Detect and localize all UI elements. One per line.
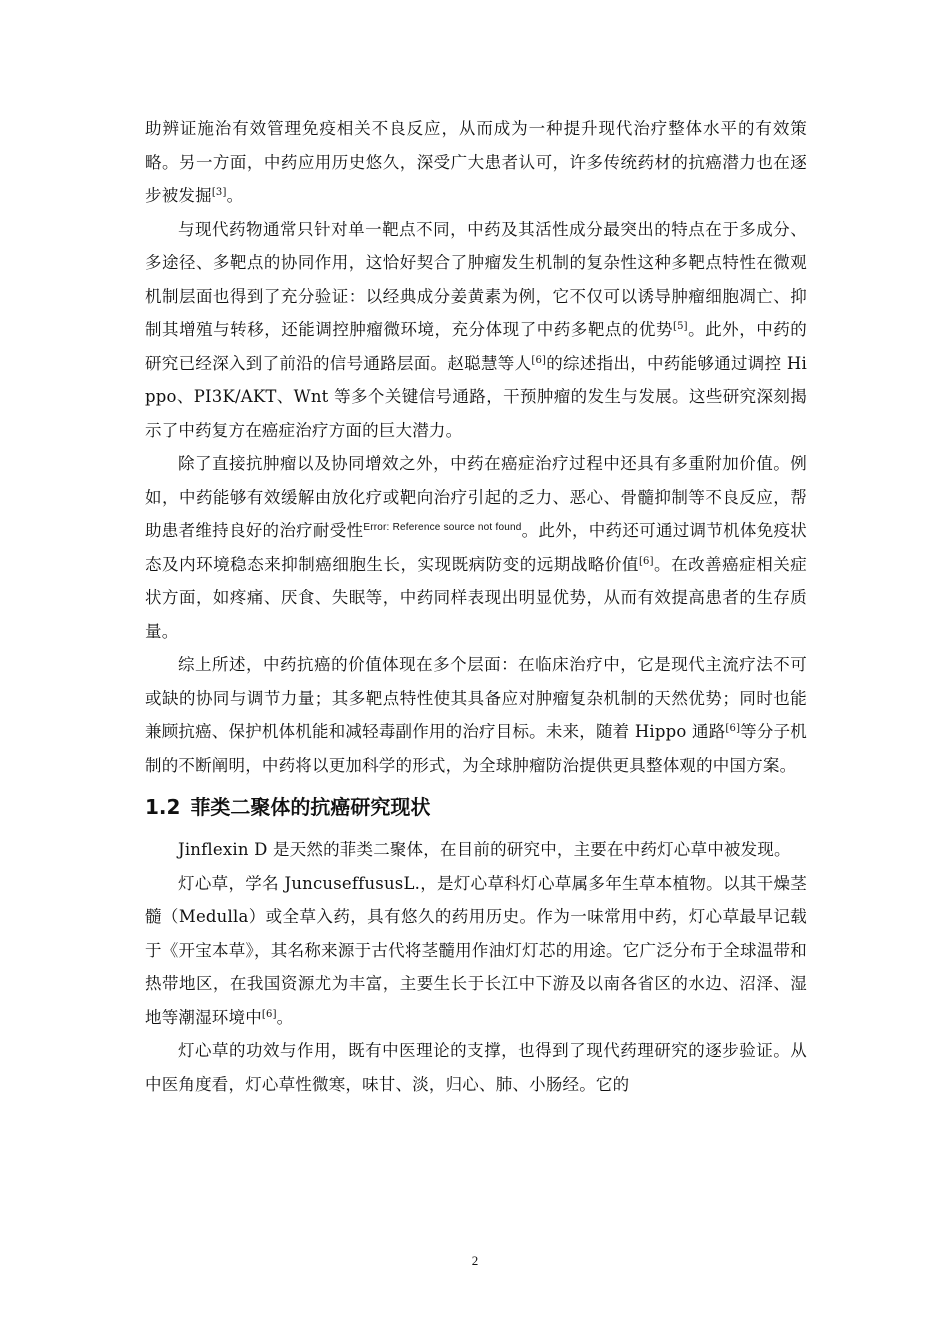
paragraph-group-intro — [145, 112, 807, 782]
paragraph-text: 助辨证施治有效管理免疫相关不良反应，从而成为一种提升现代治疗整体水平的有效策略。另一方面，中药应用历史悠久，深受广大患者认可，许多传统药材的抗癌潜力也在逐步被发掘 — [145, 119, 807, 205]
paragraph-text: 。此外，中药的研究已经深入到了前沿的信号通路层面。赵聪慧等人 — [145, 320, 807, 373]
section-number: 1.2 — [145, 795, 181, 819]
body-paragraph — [145, 1034, 807, 1101]
paragraph-text: 等分子机制的不断阐明，中药将以更加科学的形式，为全球肿瘤防治提供更具整体观的中国方案。 — [145, 722, 807, 775]
paragraph-text: 的综述指出，中药能够通过调控 Hippo、PI3K/AKT、Wnt 等多个关键信号通路，干预肿瘤的发生与发展。这些研究深刻揭示了中药复方在癌症治疗方面的巨大潜力。 — [145, 353, 808, 440]
section-title: 菲类二聚体的抗癌研究现状 — [190, 795, 431, 819]
citation-reference: [3] — [211, 187, 227, 198]
citation-reference: [6] — [725, 723, 741, 734]
citation-reference: [6] — [261, 1008, 277, 1020]
body-paragraph — [145, 447, 807, 648]
paragraph-text: 。 — [226, 186, 244, 205]
body-paragraph — [145, 213, 807, 448]
section-heading — [145, 785, 807, 829]
paragraph-text: 。在改善癌症相关症状方面，如疼痛、厌食、失眠等，中药同样表现出明显优势，从而有效提高患者的生存质量。 — [145, 554, 807, 641]
paragraph-group-section — [145, 833, 807, 1101]
paragraph-text: 灯心草，学名 JuncuseffususL.，是灯心草科灯心草属多年生草本植物。以其干燥茎髓（Medulla）或全草入药，具有悠久的药用历史。作为一味常用中药，灯心草最早记载于《开宝本草》，其名称来源于古代将茎髓用作油灯灯芯的用途。它广泛分布于全球温带和热带地区，在我国资源尤为丰富，主要生长于长江中下游及以南各省区的水边、沼泽、湿地等潮湿环境中 — [145, 873, 807, 1027]
paragraph-text: 。此外，中药还可通过调节机体免疫状态及内环境稳态来抑制癌细胞生长，实现既病防变的远期战略价值 — [145, 521, 807, 574]
paragraph-text: 与现代药物通常只针对单一靶点不同，中药及其活性成分最突出的特点在于多成分、多途径、多靶点的协同作用，这恰好契合了肿瘤发生机制的复杂性这种多靶点特性在微观机制层面也得到了充分验证：以经典成分姜黄素为例，它不仅可以诱导肿瘤细胞凋亡、抑制其增殖与转移，还能调控肿瘤微环境，充分体现了中药多靶点的优势 — [145, 219, 807, 339]
body-paragraph — [145, 867, 807, 1035]
body-paragraph — [145, 648, 807, 782]
reference-error-note: Error: Reference source not found — [363, 522, 522, 533]
body-paragraph — [145, 833, 807, 867]
body-paragraph — [145, 112, 807, 213]
paragraph-text: Jinflexin D 是天然的菲类二聚体，在目前的研究中，主要在中药灯心草中被发现。 — [178, 840, 791, 859]
paragraph-text: 。 — [276, 1007, 294, 1027]
citation-reference: [6] — [638, 555, 654, 567]
paragraph-text: 综上所述，中药抗癌的价值体现在多个层面：在临床治疗中，它是现代主流疗法不可或缺的协同与调节力量；其多靶点特性使其具备应对肿瘤复杂机制的天然优势；同时也能兼顾抗癌、保护机体机能和减轻毒副作用的治疗目标。未来，随着 Hippo 通路 — [145, 655, 807, 741]
citation-reference: [6] — [531, 354, 547, 366]
page-number: 2 — [471, 1253, 479, 1268]
paragraph-text: 除了直接抗肿瘤以及协同增效之外，中药在癌症治疗过程中还具有多重附加价值。例如，中药能够有效缓解由放化疗或靶向治疗引起的乏力、恶心、骨髓抑制等不良反应，帮助患者维持良好的治疗耐受性 — [145, 454, 807, 540]
page-body — [145, 112, 807, 1101]
citation-reference: [5] — [673, 321, 688, 332]
paragraph-text: 灯心草的功效与作用，既有中医理论的支撑，也得到了现代药理研究的逐步验证。从中医角度看，灯心草性微寒，味甘、淡，归心、肺、小肠经。它的 — [145, 1041, 807, 1094]
